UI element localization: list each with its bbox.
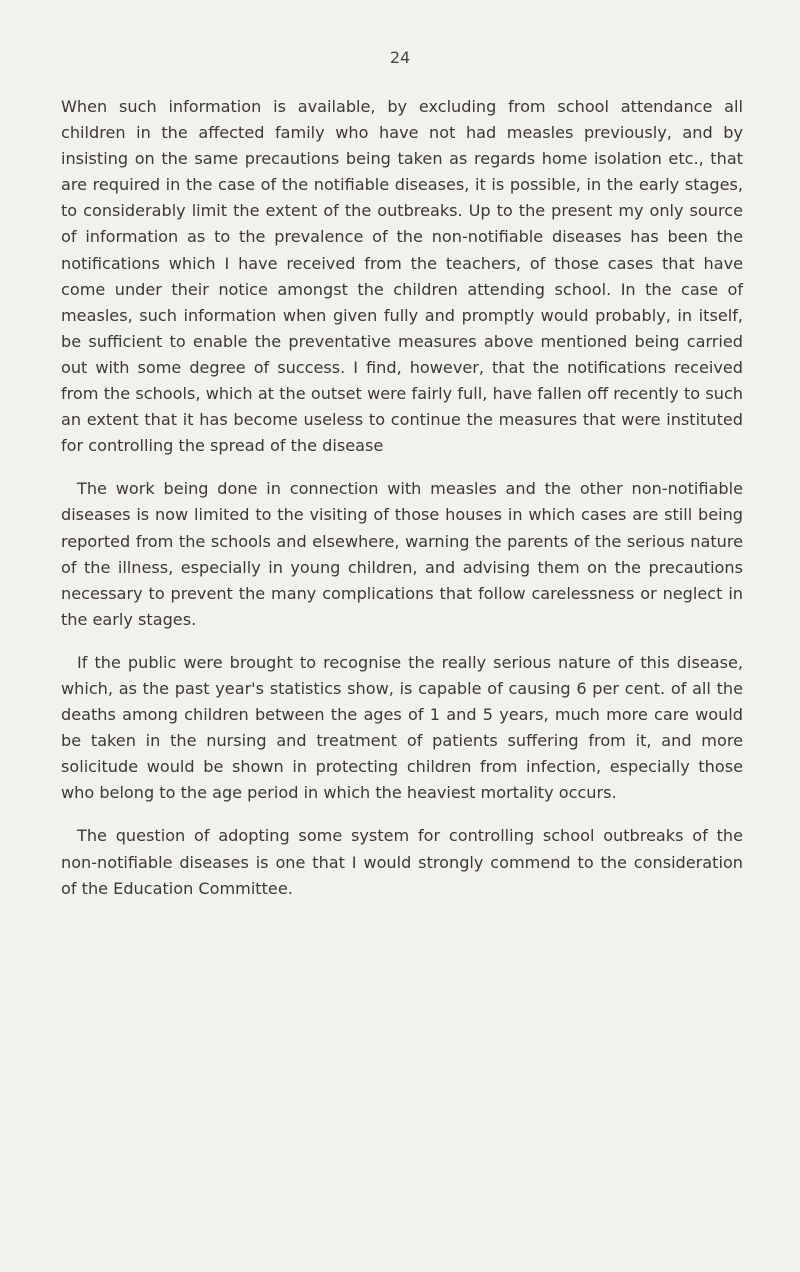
paragraph-public-recognition: If the public were brought to recognise the really serious nature of this disease, which, as the past year's statistics show, is capable of causing 6 per cent. of all the deaths among children between the ages of 1 and 5 years, much more care would be taken in the nursing and treatment of patients suffering from it, and more solicitude would be shown in protecting children from infection, especially those who belong to the age period in which the heaviest mortality occurs. <box>61 652 743 803</box>
page-number: 24 <box>389 48 411 67</box>
paragraph-work-being-done: The work being done in connection with measles and the other non-notifiable diseases is now limited to the visiting of those houses in which cases are still being reported from the schools and elsewhere, warning the parents of the serious nature of the illness, especially in young children, and advising them on the precautions necessary to prevent the many complications that follow carelessness or neglect in the early stages. <box>61 479 743 629</box>
paragraph-education-committee: The question of adopting some system for controlling school outbreaks of the non-notifiable diseases is one that I would strongly commend to the consideration of the Education Committee. <box>61 826 743 898</box>
body-text <box>61 94 743 919</box>
paragraph-measles-information: When such information is available, by excluding from school attendance all children in the affected family who have not had measles previously, and by insisting on the same precautions being taken as regards home isolation etc., that are required in the case of the notifiable diseases, it is possible, in the early stages, to considerably limit the extent of the outbreaks. Up to the present my only source of information as to the prevalence of the non-notifiable diseases has been the notifications which I have received from the teachers, of those cases that have come under their notice amongst the children attending school. In the case of measles, such information when given fully and promptly would probably, in itself, be sufficient to enable the preventative measures above mentioned being carried out with some degree of success. I find, however, that the notifications received from the schools, which at the outset were fairly full, have fallen off recently to such an extent that it has become useless to continue the measures that were instituted for controlling the spread of the disease <box>61 97 743 456</box>
